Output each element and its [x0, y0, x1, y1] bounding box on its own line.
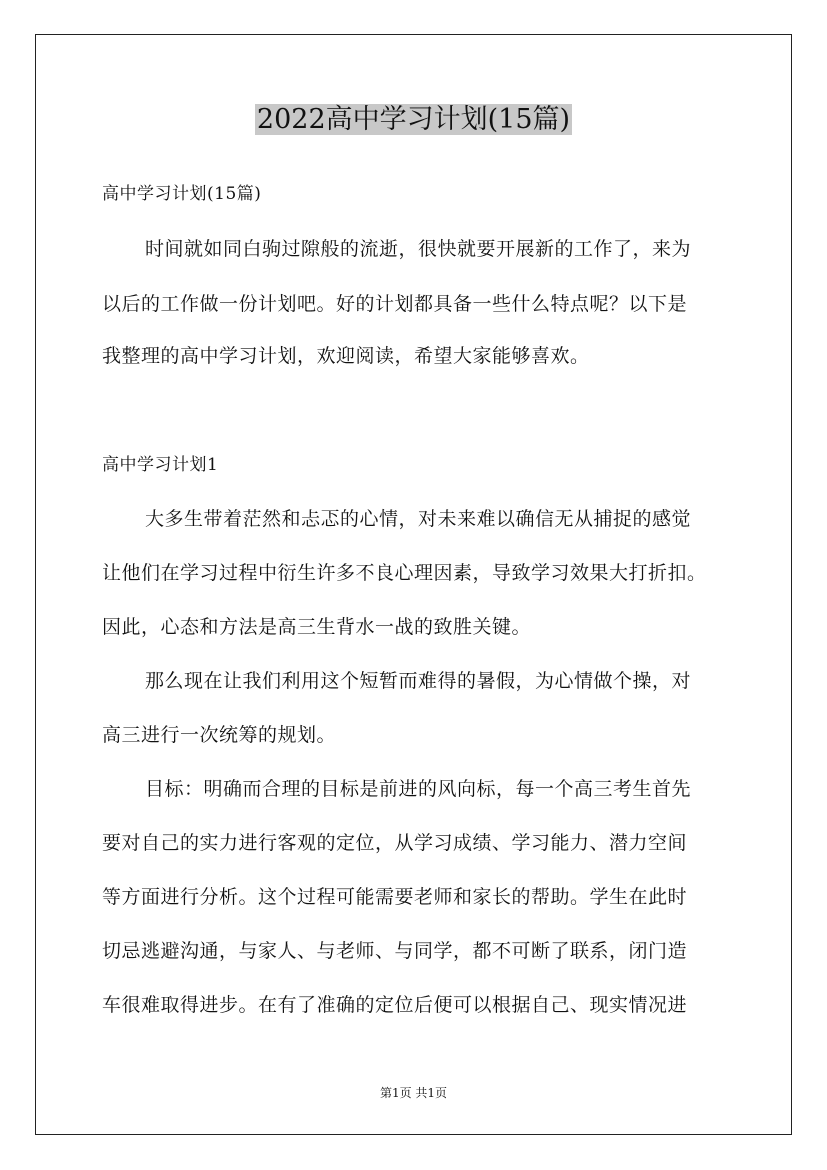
document-title-text: 2022高中学习计划(15篇) [256, 104, 571, 135]
intro-line: 以后的工作做一份计划吧。好的计划都具备一些什么特点呢？以下是 [102, 293, 688, 315]
paragraph-line: 因此，心态和方法是高三生背水一战的致胜关键。 [102, 616, 532, 638]
paragraph-line: 大多生带着茫然和忐忑的心情，对未来难以确信无从捕捉的感觉 [145, 508, 692, 530]
paragraph-line: 切忌逃避沟通，与家人、与老师、与同学，都不可断了联系，闭门造 [102, 940, 688, 962]
section-heading: 高中学习计划1 [102, 455, 219, 475]
paragraph-line: 目标：明确而合理的目标是前进的风向标，每一个高三考生首先 [145, 778, 692, 800]
intro-line: 时间就如同白驹过隙般的流逝，很快就要开展新的工作了，来为 [145, 238, 692, 260]
paragraph-line: 让他们在学习过程中衍生许多不良心理因素，导致学习效果大打折扣。 [102, 562, 707, 584]
page-footer: 第1页 共1页 [379, 1086, 448, 1100]
document-subtitle: 高中学习计划(15篇) [102, 184, 262, 204]
document-title [0, 100, 827, 140]
paragraph-line: 要对自己的实力进行客观的定位，从学习成绩、学习能力、潜力空间 [102, 832, 688, 854]
intro-line: 我整理的高中学习计划，欢迎阅读，希望大家能够喜欢。 [102, 345, 590, 367]
paragraph-line: 那么现在让我们利用这个短暂而难得的暑假，为心情做个操，对 [145, 670, 692, 692]
paragraph-line: 车很难取得进步。在有了准确的定位后便可以根据自己、现实情况进 [102, 994, 688, 1016]
paragraph-line: 高三进行一次统筹的规划。 [102, 724, 337, 746]
paragraph-line: 等方面进行分析。这个过程可能需要老师和家长的帮助。学生在此时 [102, 886, 688, 908]
